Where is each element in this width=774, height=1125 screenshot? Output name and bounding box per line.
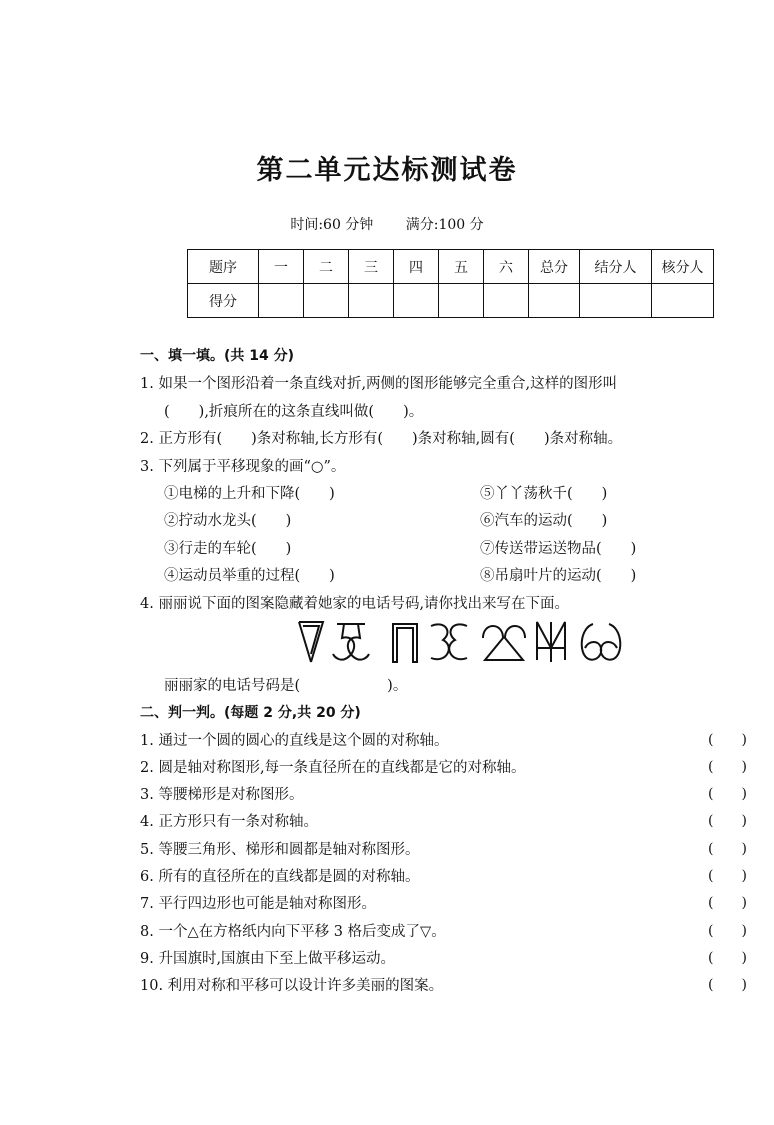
header-cell: 五 [439,250,484,284]
judge-item: 1. 通过一个圆的圆心的直线是这个圆的对称轴。 [140,733,449,749]
header-cell: 总分 [529,250,580,284]
full-score: 满分:100 分 [405,217,484,233]
question-text: 3. 下列属于平移现象的画“○”。 [140,459,346,475]
section-heading: 二、判一判。(每题 2 分,共 20 分) [140,705,361,721]
score-cell[interactable] [304,284,349,318]
header-cell: 一 [259,250,304,284]
judge-item: 9. 升国旗时,国旗由下至上做平移运动。 [140,951,396,967]
score-cell[interactable] [484,284,529,318]
score-cell[interactable] [439,284,484,318]
judge-blank[interactable]: ( ) [708,868,747,884]
score-cell[interactable] [259,284,304,318]
option-item: ⑦传送带运送物品( ) [480,541,637,557]
option-item: ⑧吊扇叶片的运动( ) [480,568,637,584]
option-item: ②拧动水龙头( ) [164,513,292,529]
judge-blank[interactable]: ( ) [708,786,747,802]
score-cell[interactable] [349,284,394,318]
score-table-header-row [188,250,714,284]
judge-item: 8. 一个△在方格纸内向下平移 3 格后变成了▽。 [140,924,446,940]
score-table [187,249,714,318]
judge-item: 10. 利用对称和平移可以设计许多美丽的图案。 [140,978,444,994]
header-cell: 结分人 [580,250,652,284]
exam-info [0,214,774,234]
row-label: 得分 [188,284,259,318]
option-item: ①电梯的上升和下降( ) [164,486,335,502]
judge-item: 5. 等腰三角形、梯形和圆都是轴对称图形。 [140,842,420,858]
page-title: 第二单元达标测试卷 [256,155,518,186]
option-item: ③行走的车轮( ) [164,541,292,557]
judge-item: 4. 正方形只有一条对称轴。 [140,814,318,830]
judge-blank[interactable]: ( ) [708,977,747,993]
judge-item: 7. 平行四边形也可能是轴对称图形。 [140,896,376,912]
question-text: 4. 丽丽说下面的图案隐藏着她家的电话号码,请你找出来写在下面。 [140,596,570,612]
judge-item: 3. 等腰梯形是对称图形。 [140,787,304,803]
score-table-score-row [188,284,714,318]
option-item: ④运动员举重的过程( ) [164,568,335,584]
judge-blank[interactable]: ( ) [708,841,747,857]
judge-item: 6. 所有的直径所在的直线都是圆的对称轴。 [140,869,420,885]
time-limit: 时间:60 分钟 [290,217,374,233]
header-cell: 二 [304,250,349,284]
header-cell: 题序 [188,250,259,284]
judge-blank[interactable]: ( ) [708,732,747,748]
option-item: ⑥汽车的运动( ) [480,513,608,529]
judge-blank[interactable]: ( ) [708,923,747,939]
option-item: ⑤丫丫荡秋千( ) [480,486,608,502]
mirrored-number-pattern-icon [297,618,629,666]
judge-blank[interactable]: ( ) [708,759,747,775]
header-cell: 三 [349,250,394,284]
judge-blank[interactable]: ( ) [708,813,747,829]
judge-blank[interactable]: ( ) [708,950,747,966]
question-text: ( ),折痕所在的这条直线叫做( )。 [164,404,424,420]
score-cell[interactable] [529,284,580,318]
score-cell[interactable] [652,284,714,318]
score-cell[interactable] [394,284,439,318]
answer-line: 丽丽家的电话号码是( )。 [164,678,408,694]
question-text: 1. 如果一个图形沿着一条直线对折,两侧的图形能够完全重合,这样的图形叫 [140,376,618,392]
judge-item: 2. 圆是轴对称图形,每一条直径所在的直线都是它的对称轴。 [140,760,526,776]
section-heading: 一、填一填。(共 14 分) [140,348,295,364]
header-cell: 核分人 [652,250,714,284]
header-cell: 六 [484,250,529,284]
score-cell[interactable] [580,284,652,318]
question-text: 2. 正方形有( )条对称轴,长方形有( )条对称轴,圆有( )条对称轴。 [140,431,623,447]
judge-blank[interactable]: ( ) [708,895,747,911]
header-cell: 四 [394,250,439,284]
